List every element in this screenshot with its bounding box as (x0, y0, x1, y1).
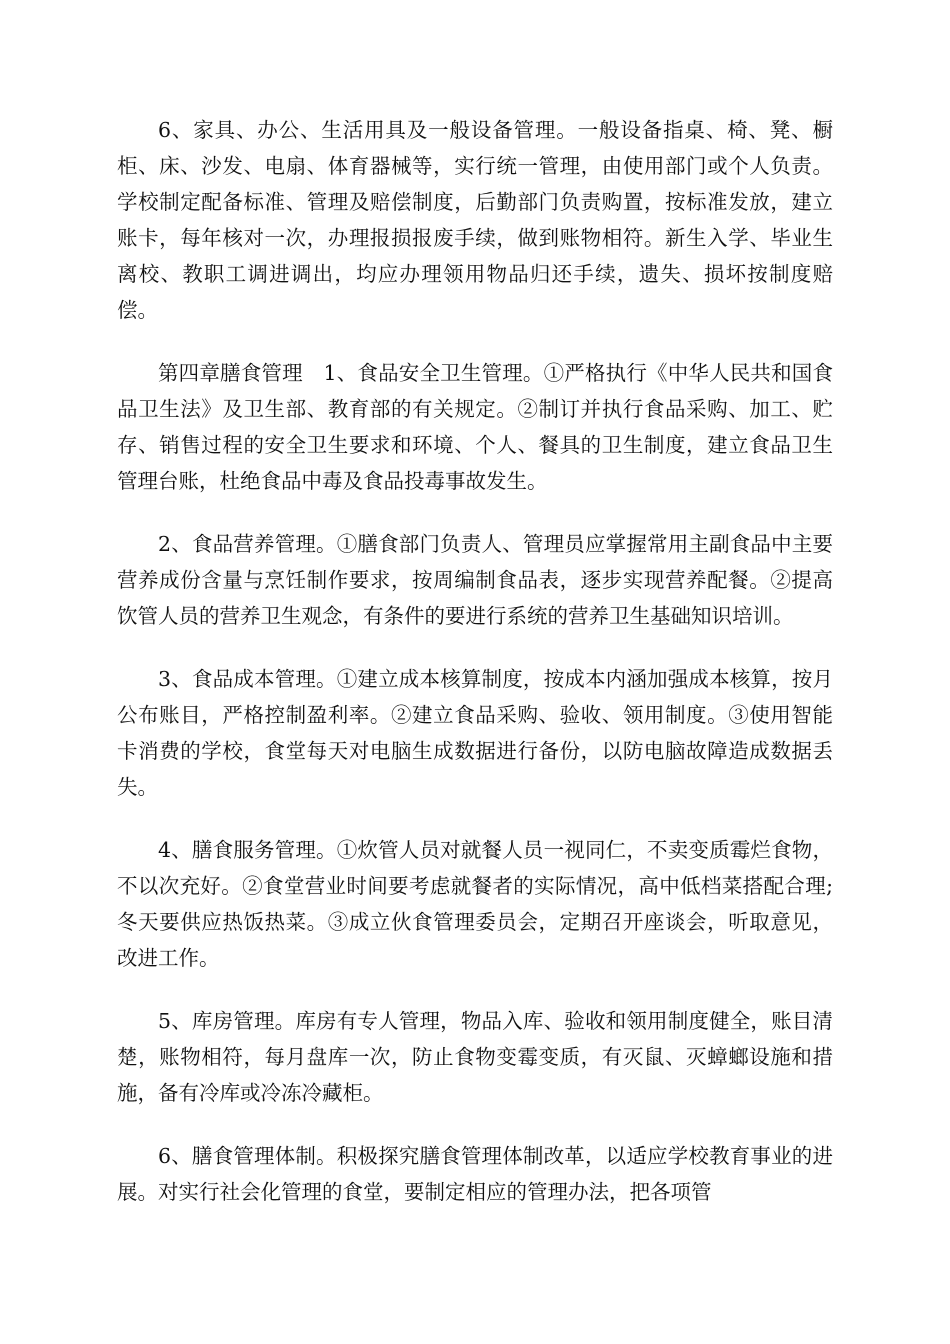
paragraph-storehouse: 5、库房管理。库房有专人管理，物品入库、验收和领用制度健全，账目清楚，账物相符，每月盘库一次，防止食物变霉变质，有灭鼠、灭蟑螂设施和措施，备有冷库或冷冻冷藏柜。 (117, 1009, 833, 1105)
paragraph-chapter4-food-safety: 第四章膳食管理 1、食品安全卫生管理。①严格执行《中华人民共和国食品卫生法》及卫生部、教育部的有关规定。②制订并执行食品采购、加工、贮存、销售过程的安全卫生要求和环境、个人、餐具的卫生制度，建立食品卫生管理台账，杜绝食品中毒及食品投毒事故发生。 (117, 361, 833, 493)
paragraph-dining-service: 4、膳食服务管理。①炊管人员对就餐人员一视同仁，不卖变质霉烂食物，不以次充好。②食堂营业时间要考虑就餐者的实际情况，高中低档菜搭配合理;冬天要供应热饭热菜。③成立伙食管理委员会，定期召开座谈会，听取意见，改进工作。 (117, 838, 833, 970)
paragraph-furniture-management: 6、家具、办公、生活用具及一般设备管理。一般设备指桌、椅、凳、橱柜、床、沙发、电扇、体育器械等，实行统一管理，由使用部门或个人负责。学校制定配备标准、管理及赔偿制度，后勤部门负责购置，按标准发放，建立账卡，每年核对一次，办理报损报废手续，做到账物相符。新生入学、毕业生离校、教职工调进调出，均应办理领用物品归还手续，遗失、损坏按制度赔偿。 (117, 118, 833, 322)
document-body (117, 112, 833, 1237)
paragraph-dining-system: 6、膳食管理体制。积极探究膳食管理体制改革，以适应学校教育事业的进展。对实行社会化管理的食堂，要制定相应的管理办法，把各项管 (117, 1144, 833, 1204)
paragraph-food-nutrition: 2、食品营养管理。①膳食部门负责人、管理员应掌握常用主副食品中主要营养成份含量与烹饪制作要求，按周编制食品表，逐步实现营养配餐。②提高饮管人员的营养卫生观念，有条件的要进行系统的营养卫生基础知识培训。 (117, 532, 833, 628)
paragraph-food-cost: 3、食品成本管理。①建立成本核算制度，按成本内涵加强成本核算，按月公布账目，严格控制盈利率。②建立食品采购、验收、领用制度。③使用智能卡消费的学校，食堂每天对电脑生成数据进行备份，以防电脑故障造成数据丢失。 (117, 667, 833, 799)
